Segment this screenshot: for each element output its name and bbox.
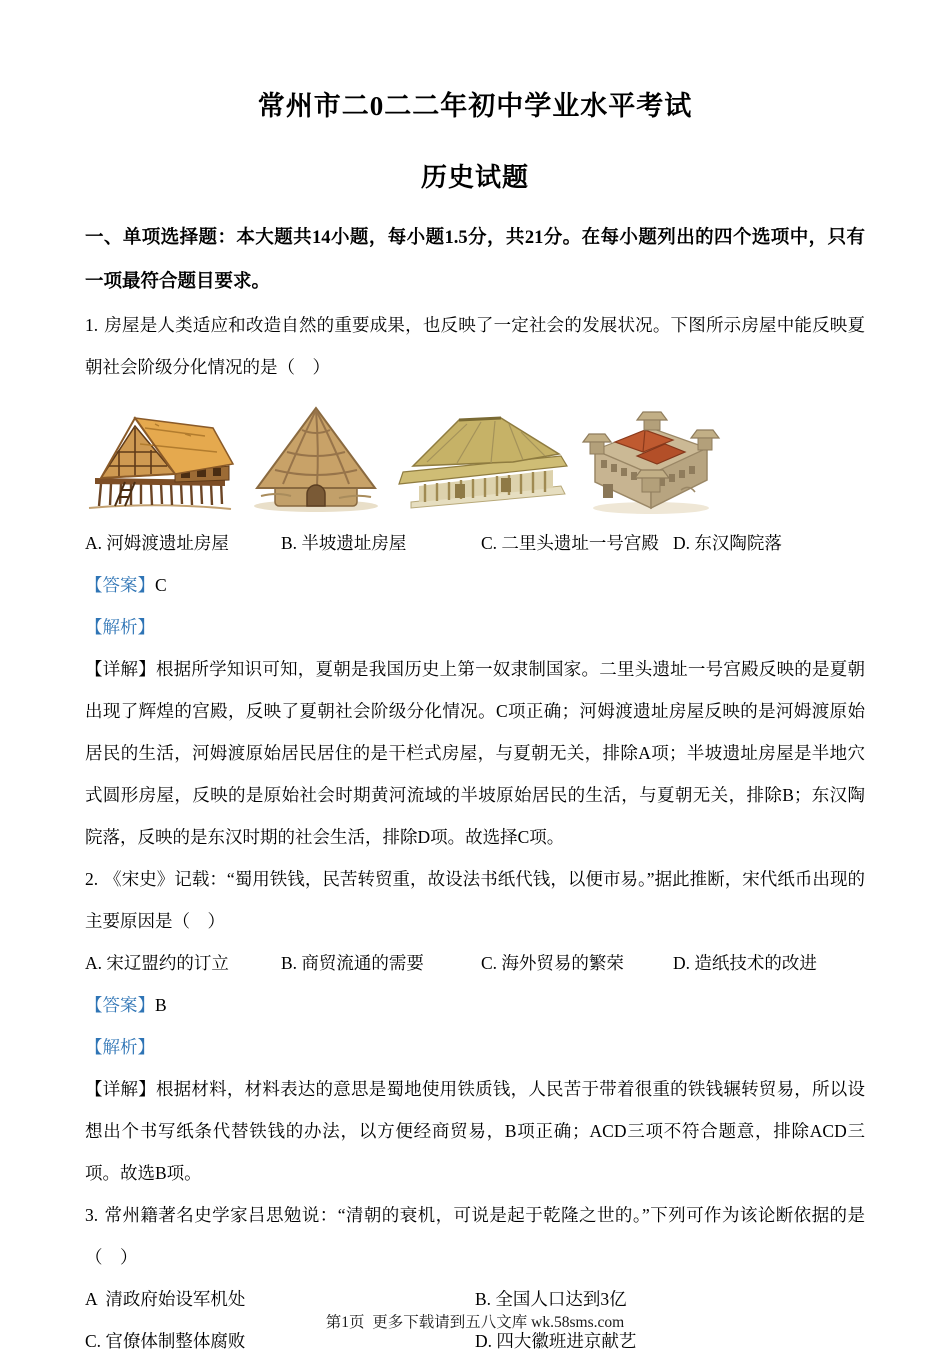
option-a: A. 河姆渡遗址房屋 [85, 533, 229, 553]
option-a: A. 宋辽盟约的订立 [85, 953, 229, 973]
question-1 [85, 304, 865, 858]
answer-label: 【答案】 [85, 995, 155, 1015]
question-2-stem: 2. 《宋史》记载：“蜀用铁钱，民苦转贸重，故设法书纸代钱，以便市易。”据此推断，宋代纸币出现的主要原因是（ ） [85, 869, 865, 931]
question-2-detail [85, 1068, 865, 1194]
answer-value: C [155, 575, 167, 595]
detail-label: 【详解】 [85, 659, 156, 679]
option-b: B. 商贸流通的需要 [281, 953, 424, 973]
question-2-analysis [85, 1026, 865, 1068]
question-3 [85, 1194, 865, 1362]
question-2-options [85, 942, 865, 984]
han-pottery-courtyard-image [581, 386, 721, 518]
question-number: 2. [85, 869, 99, 889]
question-1-stem: 1. 房屋是人类适应和改造自然的重要成果，也反映了一定社会的发展状况。下图所示房屋中能反映夏朝社会阶级分化情况的是（ ） [85, 315, 865, 377]
option-a: A 清政府始设军机处 [85, 1289, 246, 1309]
option-d: D. 造纸技术的改进 [673, 953, 817, 973]
exam-subtitle: 历史试题 [420, 163, 529, 192]
option-d: D. 东汉陶院落 [673, 533, 782, 553]
analysis-label: 【解析】 [85, 617, 155, 637]
option-b: B. 全国人口达到3亿 [475, 1289, 627, 1309]
answer-label: 【答案】 [85, 575, 155, 595]
option-c: C. 官僚体制整体腐败 [85, 1331, 246, 1351]
option-c: C. 二里头遗址一号宫殿 [481, 533, 659, 553]
banpo-round-hut-image [247, 400, 385, 518]
question-number: 3. [85, 1205, 99, 1225]
question-1-options [85, 522, 865, 564]
option-b: B. 半坡遗址房屋 [281, 533, 407, 553]
page-title: 常州市二0二二年初中学业水平考试 [257, 91, 693, 121]
question-2-answer [85, 984, 865, 1026]
house-images-row [85, 394, 865, 518]
answer-value: B [155, 995, 167, 1015]
detail-text: 根据所学知识可知，夏朝是我国历史上第一奴隶制国家。二里头遗址一号宫殿反映的是夏朝出现了辉煌的宫殿，反映了夏朝社会阶级分化情况。C项正确；河姆渡遗址房屋反映的是河姆渡原始居民的生活，河姆渡原始居民居住的是干栏式房屋，与夏朝无关，排除A项；半坡遗址房屋是半地穴式圆形房屋，反映的是原始社会时期黄河流域的半坡原始居民的生活，与夏朝无关，排除B；东汉陶院落，反映的是东汉时期的社会生活，排除D项。故选择C项。 [85, 659, 866, 847]
detail-text: 根据材料，材料表达的意思是蜀地使用铁质钱，人民苦于带着很重的铁钱辗转贸易，所以设想出个书写纸条代替铁钱的办法，以方便经商贸易，B项正确；ACD三项不符合题意，排除ACD三项。故选B项。 [85, 1079, 866, 1183]
question-number: 1. [85, 315, 99, 335]
question-1-detail [85, 648, 865, 858]
question-1-answer [85, 564, 865, 606]
section-instructions: 一、单项选择题：本大题共14小题，每小题1.5分，共21分。在每小题列出的四个选项中，只有一项最符合题目要求。 [85, 228, 865, 292]
erlitou-palace-image [397, 408, 569, 518]
question-2 [85, 858, 865, 1194]
option-c: C. 海外贸易的繁荣 [481, 953, 624, 973]
detail-label: 【详解】 [85, 1079, 156, 1099]
question-3-stem: 3. 常州籍著名史学家吕思勉说：“清朝的衰机，可说是起于乾隆之世的。”下列可作为该论断依据的是（ ） [85, 1205, 865, 1267]
option-d: D. 四大徽班进京献艺 [475, 1331, 637, 1351]
question-1-analysis [85, 606, 865, 648]
page-footer: 第1页 更多下载请到五八文库 wk.58sms.com [325, 1314, 625, 1331]
hemudu-stilt-house-image [85, 404, 235, 518]
analysis-label: 【解析】 [85, 1037, 155, 1057]
